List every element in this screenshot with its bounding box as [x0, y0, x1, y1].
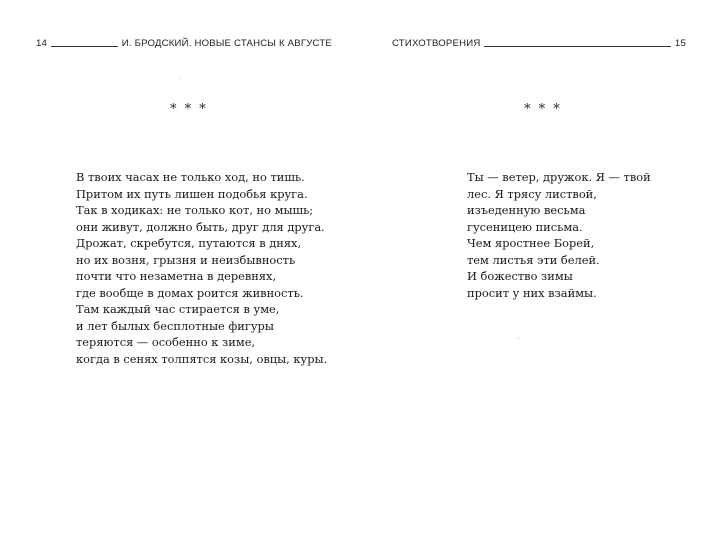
right-poem [467, 169, 651, 301]
left-header-rule [51, 46, 118, 47]
poem-line: Там каждый час стирается в уме, [76, 302, 280, 316]
poem-line: Притом их путь лишен подобья круга. [76, 186, 308, 201]
right-header-rule [484, 46, 670, 47]
poem-line: Чем яростнее Борей, [467, 236, 595, 250]
poem-line: Так в ходиках: не только кот, но мышь; [76, 203, 314, 217]
poem-line: Дрожат, скребутся, путаются в днях, [76, 236, 302, 250]
right-section-separator: * * * [524, 102, 562, 117]
right-page [359, 0, 718, 540]
poem-line: Ты — ветер, дружок. Я — твой [467, 170, 651, 184]
right-running-head [392, 35, 686, 49]
poem-line: когда в сенях толпятся козы, овцы, куры. [76, 351, 328, 366]
poem-line: И божество зимы [467, 269, 573, 283]
left-running-head [36, 35, 332, 49]
poem-line: но их возня, грызня и неизбывность [76, 252, 296, 267]
left-poem [76, 169, 327, 367]
poem-line: где вообще в домах роится живность. [76, 285, 304, 300]
right-running-title: СТИХОТВОРЕНИЯ [392, 38, 481, 49]
poem-line: и лет былых бесплотные фигуры [76, 318, 274, 333]
poem-line: лес. Я трясу листвой, [467, 186, 597, 201]
right-page-number: 15 [674, 38, 686, 49]
left-page-number: 14 [36, 38, 48, 49]
left-running-title: И. БРОДСКИЙ. НОВЫЕ СТАНСЫ К АВГУСТЕ [121, 38, 332, 49]
left-section-separator: * * * [170, 102, 208, 117]
poem-line: тем листья эти белей. [467, 252, 600, 267]
poem-line: почти что незаметна в деревнях, [76, 269, 277, 283]
poem-line: гусеницею письма. [467, 219, 583, 234]
poem-line: просит у них взаймы. [467, 285, 597, 300]
poem-line: В твоих часах не только ход, но тишь. [76, 170, 305, 184]
poem-line: они живут, должно быть, друг для друга. [76, 219, 325, 234]
poem-line: изъеденную весьма [467, 203, 586, 217]
poem-line: теряются — особенно к зиме, [76, 335, 256, 349]
paper-speck [180, 78, 181, 79]
paper-speck [518, 338, 519, 339]
